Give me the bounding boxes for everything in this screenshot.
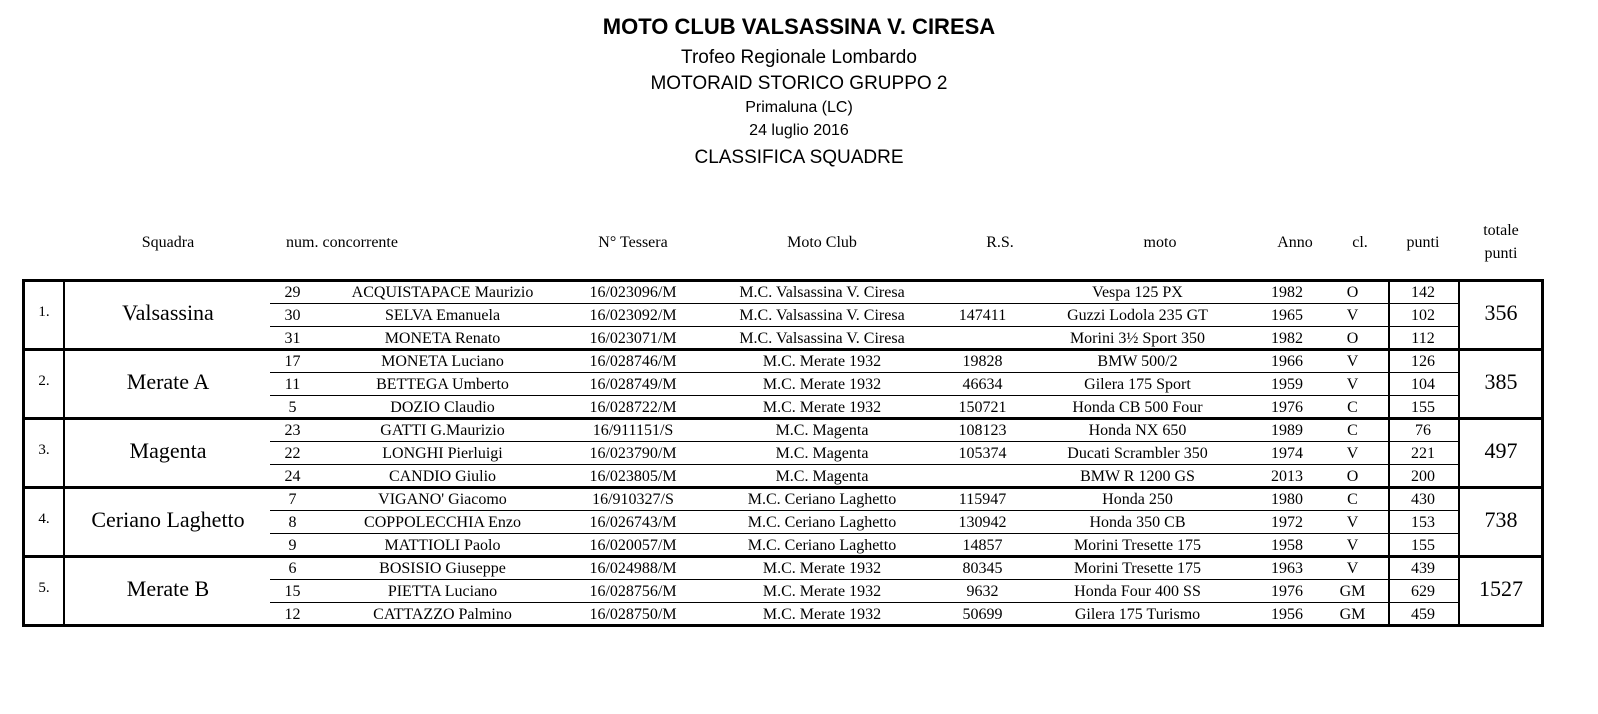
cell-name: COPPOLECCHIA Enzo [364, 514, 521, 531]
trophy-name: Trofeo Regionale Lombardo [681, 47, 917, 68]
col-squadra: Squadra [141, 234, 195, 251]
cell-moto: Morini Tresette 175 [1073, 560, 1202, 577]
cell-tessera: 16/023092/M [589, 307, 677, 324]
cell-club: M.C. Ceriano Laghetto [747, 491, 897, 508]
team-name: Magenta [129, 438, 207, 463]
team-position: 3. [38, 442, 50, 458]
cell-club: M.C. Merate 1932 [762, 560, 882, 577]
team-position: 4. [38, 511, 50, 527]
cell-rs: 80345 [962, 560, 1003, 577]
cell-rs [925, 281, 1040, 304]
cell-punti: 439 [1411, 560, 1435, 577]
cell-num: 6 [288, 560, 297, 577]
cell-moto: BMW R 1200 GS [1080, 468, 1195, 485]
team-name: Valsassina [122, 300, 214, 325]
cell-rs: 147411 [958, 307, 1007, 324]
cell-club: M.C. Magenta [775, 422, 869, 439]
cell-rs: 46634 [962, 376, 1003, 393]
cell-tessera: 16/023790/M [589, 445, 677, 462]
cell-tessera: 16/911151/S [592, 422, 674, 439]
cell-name: CANDIO Giulio [388, 468, 497, 485]
cell-rs: 50699 [962, 606, 1003, 623]
cell-num: 29 [284, 284, 301, 301]
cell-punti: 76 [1415, 422, 1431, 439]
cell-anno: 1959 [1271, 376, 1303, 393]
cell-rs: 115947 [958, 491, 1007, 508]
col-moto-club: Moto Club [787, 234, 857, 251]
cell-punti: 126 [1411, 353, 1435, 370]
cell-anno: 1958 [1271, 537, 1303, 554]
col-punti: punti [1406, 234, 1440, 251]
cell-name: DOZIO Claudio [390, 399, 495, 416]
cell-rs: 108123 [958, 422, 1007, 439]
cell-tessera: 16/026743/M [589, 514, 677, 531]
col-totale-line2: punti [1484, 245, 1518, 262]
cell-num: 30 [284, 307, 301, 324]
cell-cl: O [1346, 330, 1359, 347]
cell-name: MATTIOLI Paolo [384, 537, 501, 554]
cell-moto: Honda Four 400 SS [1074, 583, 1201, 600]
cell-punti: 142 [1411, 284, 1435, 301]
cell-num: 9 [288, 537, 297, 554]
cell-name: PIETTA Luciano [387, 583, 498, 600]
cell-anno: 1976 [1271, 399, 1303, 416]
cell-anno: 1989 [1271, 422, 1303, 439]
ranking-title: CLASSIFICA SQUADRE [694, 147, 904, 168]
cell-cl: V [1346, 560, 1359, 577]
cell-anno: 1976 [1271, 583, 1303, 600]
cell-punti: 430 [1411, 491, 1435, 508]
cell-cl: O [1346, 468, 1359, 485]
cell-name: BOSISIO Giuseppe [379, 560, 506, 577]
cell-rs: 14857 [962, 537, 1003, 554]
cell-rs: 9632 [966, 583, 999, 600]
cell-tessera: 16/910327/S [592, 491, 674, 508]
team-total-points: 356 [1484, 300, 1518, 325]
cell-num: 5 [288, 399, 297, 416]
col-tessera: N° Tessera [598, 234, 668, 251]
cell-punti: 200 [1411, 468, 1435, 485]
team-position: 1. [38, 304, 50, 320]
col-cl: cl. [1352, 234, 1368, 251]
cell-anno: 2013 [1271, 468, 1303, 485]
cell-moto: Gilera 175 Sport [1084, 376, 1191, 393]
cell-name: GATTI G.Maurizio [380, 422, 505, 439]
col-totale-line1: totale [1483, 222, 1519, 239]
cell-cl: C [1347, 399, 1358, 416]
cell-cl: V [1346, 514, 1359, 531]
cell-name: ACQUISTAPACE Maurizio [351, 284, 534, 301]
cell-club: M.C. Magenta [775, 445, 869, 462]
cell-cl: O [1346, 284, 1359, 301]
cell-punti: 459 [1411, 606, 1435, 623]
cell-num: 12 [284, 606, 301, 623]
club-title: MOTO CLUB VALSASSINA V. CIRESA [602, 14, 996, 39]
cell-tessera: 16/024988/M [589, 560, 677, 577]
cell-moto: Vespa 125 PX [1092, 284, 1183, 301]
cell-rs: 105374 [958, 445, 1007, 462]
cell-moto: Morini 3½ Sport 350 [1069, 330, 1206, 347]
cell-club: M.C. Valsassina V. Ciresa [739, 307, 905, 324]
cell-tessera: 16/028746/M [589, 353, 677, 370]
cell-moto: Gilera 175 Turismo [1074, 606, 1201, 623]
cell-cl: GM [1339, 583, 1366, 600]
cell-club: M.C. Ceriano Laghetto [747, 537, 897, 554]
cell-moto: BMW 500/2 [1097, 353, 1178, 370]
cell-name: MONETA Luciano [381, 353, 504, 370]
cell-tessera: 16/020057/M [589, 537, 677, 554]
team-position: 5. [38, 580, 50, 596]
cell-club: M.C. Merate 1932 [762, 376, 882, 393]
event-date: 24 luglio 2016 [749, 122, 849, 139]
cell-moto: Honda 250 [1102, 491, 1173, 508]
cell-num: 17 [284, 353, 301, 370]
cell-club: M.C. Merate 1932 [762, 606, 882, 623]
cell-cl: C [1347, 422, 1358, 439]
col-num-concorrente: num. concorrente [286, 234, 398, 251]
event-location: Primaluna (LC) [745, 99, 853, 116]
cell-club: M.C. Ceriano Laghetto [747, 514, 897, 531]
cell-moto: Honda 350 CB [1089, 514, 1186, 531]
cell-club: M.C. Valsassina V. Ciresa [739, 284, 905, 301]
cell-rs [925, 327, 1040, 350]
col-anno: Anno [1277, 234, 1313, 251]
col-moto: moto [1143, 234, 1177, 251]
cell-num: 24 [284, 468, 301, 485]
cell-punti: 155 [1411, 399, 1435, 416]
cell-club: M.C. Merate 1932 [762, 583, 882, 600]
team-total-points: 1527 [1479, 576, 1523, 601]
cell-rs [925, 465, 1040, 488]
team-total-points: 497 [1484, 438, 1518, 463]
cell-num: 8 [288, 514, 297, 531]
cell-tessera: 16/028749/M [589, 376, 677, 393]
cell-anno: 1963 [1271, 560, 1303, 577]
cell-anno: 1956 [1271, 606, 1303, 623]
cell-rs: 130942 [958, 514, 1007, 531]
cell-anno: 1965 [1271, 307, 1303, 324]
cell-anno: 1974 [1271, 445, 1303, 462]
cell-cl: C [1347, 491, 1358, 508]
cell-cl: V [1346, 537, 1359, 554]
team-total-points: 385 [1484, 369, 1518, 394]
cell-club: M.C. Valsassina V. Ciresa [739, 330, 905, 347]
cell-punti: 155 [1411, 537, 1435, 554]
cell-tessera: 16/028750/M [589, 606, 677, 623]
cell-cl: V [1346, 307, 1359, 324]
cell-anno: 1966 [1271, 353, 1303, 370]
cell-name: CATTAZZO Palmino [373, 606, 512, 623]
cell-anno: 1972 [1271, 514, 1303, 531]
cell-tessera: 16/028756/M [589, 583, 677, 600]
cell-tessera: 16/023071/M [589, 330, 677, 347]
cell-rs: 150721 [958, 399, 1007, 416]
cell-num: 7 [288, 491, 297, 508]
cell-name: LONGHI Pierluigi [382, 445, 503, 462]
cell-rs: 19828 [962, 353, 1003, 370]
cell-punti: 102 [1411, 307, 1435, 324]
cell-cl: V [1346, 445, 1359, 462]
cell-moto: Honda CB 500 Four [1072, 399, 1203, 416]
cell-punti: 629 [1411, 583, 1435, 600]
cell-moto: Honda NX 650 [1088, 422, 1187, 439]
cell-num: 31 [284, 330, 301, 347]
cell-moto: Morini Tresette 175 [1073, 537, 1202, 554]
cell-moto: Ducati Scrambler 350 [1067, 445, 1208, 462]
cell-punti: 112 [1411, 330, 1435, 347]
cell-name: SELVA Emanuela [384, 307, 501, 324]
cell-club: M.C. Magenta [775, 468, 869, 485]
col-rs: R.S. [986, 234, 1014, 251]
cell-punti: 104 [1411, 376, 1435, 393]
event-name: MOTORAID STORICO GRUPPO 2 [650, 73, 948, 94]
cell-name: VIGANO' Giacomo [378, 491, 507, 508]
cell-cl: V [1346, 353, 1359, 370]
cell-name: BETTEGA Umberto [376, 376, 509, 393]
cell-anno: 1982 [1271, 284, 1303, 301]
cell-name: MONETA Renato [384, 330, 501, 347]
cell-punti: 221 [1411, 445, 1435, 462]
cell-cl: GM [1339, 606, 1366, 623]
cell-club: M.C. Merate 1932 [762, 399, 882, 416]
team-total-points: 738 [1484, 507, 1518, 532]
cell-anno: 1982 [1271, 330, 1303, 347]
team-name: Ceriano Laghetto [91, 507, 245, 532]
team-name: Merate A [126, 369, 210, 394]
team-name: Merate B [126, 576, 210, 601]
cell-num: 15 [284, 583, 301, 600]
cell-tessera: 16/023805/M [589, 468, 677, 485]
cell-cl: V [1346, 376, 1359, 393]
cell-num: 22 [284, 445, 301, 462]
cell-club: M.C. Merate 1932 [762, 353, 882, 370]
cell-num: 11 [284, 376, 301, 393]
cell-num: 23 [284, 422, 301, 439]
cell-moto: Guzzi Lodola 235 GT [1067, 307, 1208, 324]
team-position: 2. [38, 373, 50, 389]
cell-tessera: 16/028722/M [589, 399, 677, 416]
cell-anno: 1980 [1271, 491, 1303, 508]
cell-tessera: 16/023096/M [589, 284, 677, 301]
cell-punti: 153 [1411, 514, 1435, 531]
